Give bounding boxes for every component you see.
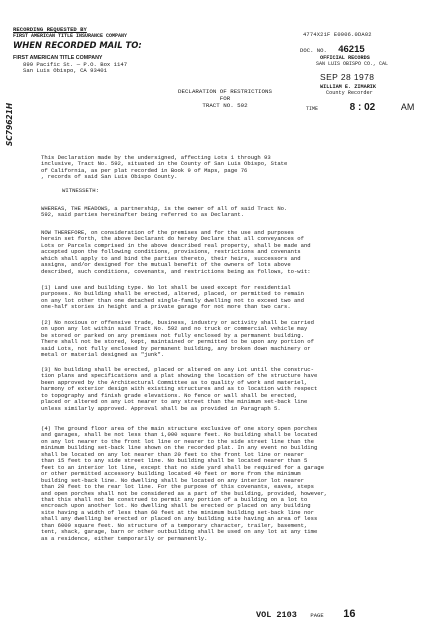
text-line: purposes. No building shall be erected, altered, placed, or permitted to remain [41, 291, 304, 298]
volume-number: VOL 2103 [256, 610, 297, 620]
time-label: TIME [306, 106, 319, 112]
recording-requested-block [13, 27, 142, 74]
text-line: NOW THEREFORE, on consideration of the premises and for the use and purposes [41, 230, 294, 236]
recorded-ampm: AM [400, 102, 415, 112]
title-line-3: TRACT NO. 592 [202, 102, 248, 110]
text-line: building set-back line. No dwelling shall be located on any interior lot nearer [41, 477, 304, 484]
recorded-time: 8 : 02 [349, 102, 376, 113]
text-line: minimum building set-back line shown on the recorded plat. In any event no building [41, 445, 318, 452]
text-line: (1) Land use and building type. No lot shall be used except for residential [41, 285, 291, 291]
text-line: than 15 feet to any side street line. No building shall be located nearer than 5 [41, 458, 308, 465]
text-line: WHEREAS, THE MEADOWS, a partnership, is the owner of all of said Tract No. [41, 206, 288, 212]
text-line: herein set forth, the above Declarant do hereby Declare that all conveyances of [41, 236, 304, 243]
doc-number-label: DOC. NO. [300, 47, 327, 54]
text-line: tion plans and specifications and a plat showing the location of the structure have [41, 373, 318, 380]
text-line: on any lot other than one detached single-family dwelling not to exceed two and [41, 297, 304, 304]
text-line: and open porches shall not be considered as a part of the building, provided, however, [41, 490, 328, 497]
page-label: PAGE [310, 612, 324, 619]
requested-by-line: RECORDING REQUESTED BY [13, 26, 87, 33]
text-line: which shall apply to and bind the parties thereto, their heirs, successors and [41, 255, 301, 262]
text-line: shall be located on any lot nearer than 20 feet to the front lot line or nearer [41, 451, 304, 458]
mail-address-2: San Luis Obispo, CA 93401 [23, 66, 107, 74]
text-line: tent, shack, garage, barn or other outbuilding shall be used on any lot at any time [41, 529, 318, 536]
text-line: assigns, and/or designed for the mutual benefit of the owners of lots above [41, 262, 291, 269]
page-number: 16 [343, 608, 356, 620]
file-code: 4774X21F E0006.0DA02 [303, 32, 372, 38]
intro-paragraph [41, 155, 403, 181]
volume-page-stamp [256, 604, 355, 622]
whereas-paragraph [41, 206, 403, 219]
text-line: on any lot nearer to the front lot line or nearer to the side street line than the [41, 438, 314, 445]
text-line: feet to an interior lot line, except that no side yard shall be required for a garage [41, 464, 324, 471]
text-line: one-half stories in height and a private garage for not more than two cars. [41, 304, 291, 311]
text-line: This Declaration made by the undersigned, affecting Lots 1 through 93 [41, 155, 271, 161]
text-line: site having a width of less than 60 feet at the minimum building set-back line nor [41, 509, 314, 516]
restriction-paragraph-3 [41, 367, 403, 412]
text-line: or other permitted accessory building located 40 feet or more from the minimum [41, 471, 301, 478]
text-line: (2) No noxious or offensive trade, business, industry or activity shall be carried [41, 320, 314, 326]
text-line: (3) No building shall be erected, placed or altered on any Lot until the construc- [41, 367, 314, 373]
text-line: said Lots, not fully enclosed by permanent building, any broken down machinery or [41, 345, 311, 352]
text-line: , records of said San Luis Obispo County. [41, 174, 178, 181]
text-line: accepted upon the following conditions, provisions, restrictions and covenants [41, 249, 301, 256]
text-line: shall any dwelling be erected or placed on any building site having an area of less [41, 516, 318, 523]
vertical-handwritten-note: SC79621H [5, 102, 15, 147]
recorder-name: WILLIAM E. ZIMARIK [320, 84, 377, 90]
text-line: of California, as per plat recorded in Book 9 of Maps, page 76 [41, 167, 248, 174]
text-line: encroach upon another lot. No dwelling shall be erected or placed on any building [41, 503, 311, 510]
text-line: than 6000 square feet. No structure of a temporary character, trailer, basement, [41, 522, 308, 529]
text-line: harmony of exterior design with existing structures and as to location with respect [41, 386, 318, 393]
text-line: (4) The ground floor area of the main structure exclusive of one story open porches [41, 426, 318, 432]
stamp-line-official: OFFICIAL RECORDS [320, 55, 370, 61]
text-line: to topography and finish grade elevations. No fence or wall shall be erected, [41, 392, 298, 399]
mail-to-line: WHEN RECORDED MAIL TO: [13, 40, 142, 51]
stamp-line-county: SAN LUIS OBISPO CO., CAL [316, 61, 389, 67]
text-line: been approved by the Architectural Committee as to quality of work and materiel, [41, 379, 308, 386]
title-line-2: FOR [219, 95, 231, 103]
text-line: be stored or parked on any premises not fully enclosed by a permanent building. [41, 332, 304, 339]
text-line: that this shall not be construed to permit any portion of a building on a lot to [41, 496, 308, 503]
text-line: described, such conditions, covenants, and restrictions being as follows, to-wit: [41, 268, 311, 275]
text-line: as a residence, either temporarily or permanently. [41, 535, 208, 542]
restriction-paragraph-2 [41, 320, 403, 359]
mail-name: FIRST AMERICAN TITLE COMPANY [13, 55, 103, 62]
recorded-date: SEP 28 1978 [320, 72, 375, 82]
title-company-stamp: FIRST AMERICAN TITLE INSURANCE COMPANY [13, 33, 128, 40]
title-line-1: DECLARATION OF RESTRICTIONS [178, 88, 272, 95]
text-line: than 20 feet to the rear lot line. For the purpose of this covenants, eaves, steps [41, 484, 314, 491]
text-line: and garages, shall be not less than 1,000 square feet. No building shall be located [41, 432, 318, 439]
recorder-title: County Recorder [326, 90, 373, 96]
recording-stamp [300, 44, 414, 115]
text-line: placed or altered on any Lot nearer to any street than the minimum set-back line [41, 399, 308, 406]
text-line: inclusive, Tract No. 592, situated in the County of San Luis Obispo, State [41, 161, 288, 168]
text-line: unless similarly approved. Approval shall be as provided in Paragraph 5. [41, 405, 281, 412]
restriction-paragraph-1 [41, 285, 403, 311]
text-line: 592, said parties hereinafter being referred to as Declarant. [41, 212, 245, 219]
doc-number: 46215 [338, 44, 365, 55]
now-therefore-paragraph [41, 230, 403, 275]
text-line: Lots or Parcels comprised in the above described real property, shall be made and [41, 242, 311, 249]
text-line: metal or material designed as "junk". [41, 352, 165, 359]
mail-address-1: 899 Pacific St. — P.O. Box 1147 [23, 60, 128, 68]
text-line: There shall not be stored, kept, maintained or permitted to be upon any portion of [41, 339, 314, 346]
document-title [150, 88, 300, 110]
text-line: on upon any lot within said Tract No. 592 and no truck or commercial vehicle may [41, 326, 308, 333]
witnesseth-heading: WITNESSETH: [62, 187, 99, 194]
restriction-paragraph-4 [41, 426, 403, 542]
